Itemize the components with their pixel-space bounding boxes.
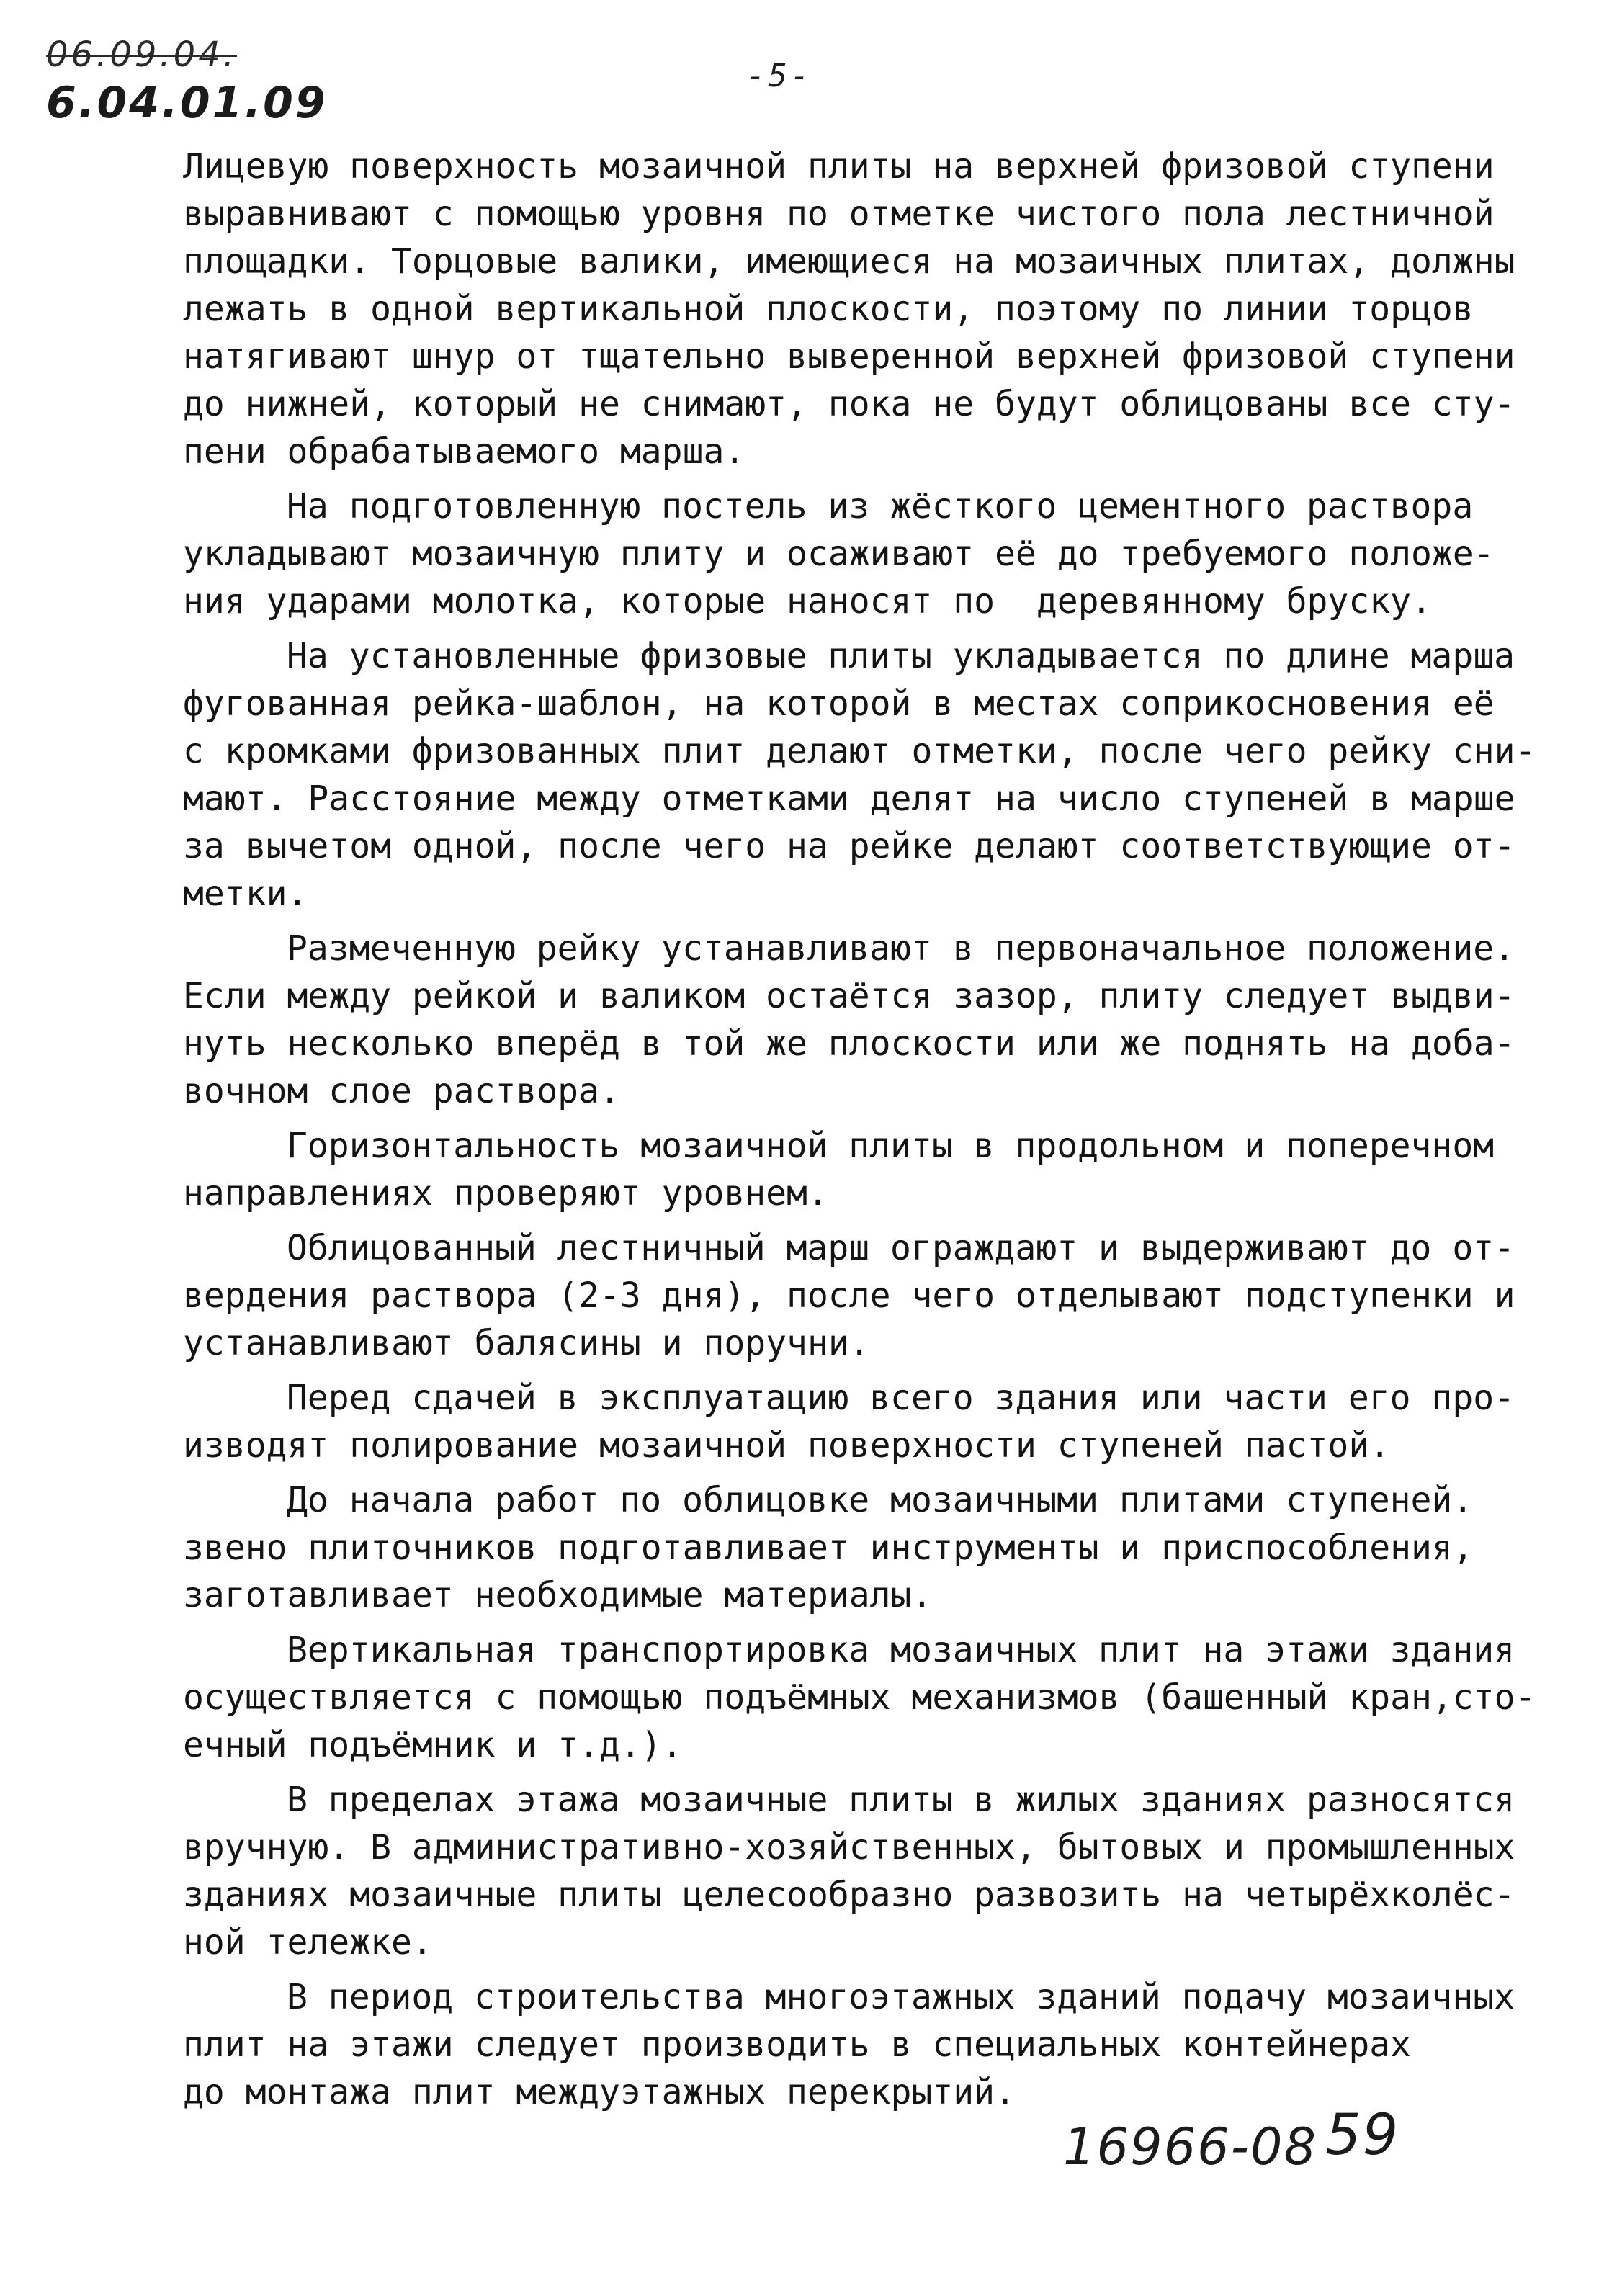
text-line: Размеченную рейку устанавливают в первоначальное положение. xyxy=(287,928,1515,969)
text-line: звено плиточников подготавливает инструменты и приспособления, xyxy=(183,1528,1474,1568)
text-line: В пределах этажа мозаичные плиты в жилых зданиях разносятся xyxy=(287,1780,1515,1820)
text-line: направлениях проверяют уровнем. xyxy=(183,1173,828,1214)
text-line: заготавливает необходимые материалы. xyxy=(183,1575,933,1615)
archive-number: 16966-08 xyxy=(1063,2117,1318,2176)
text-line: до монтажа плит междуэтажных перекрытий. xyxy=(183,2072,1016,2112)
paragraph-gap xyxy=(183,1769,1479,1776)
text-line: зданиях мозаичные плиты целесообразно развозить на четырёхколёс- xyxy=(183,1875,1515,1915)
body-text xyxy=(183,143,1536,2116)
text-line: с кромками фризованных плит делают отметки, после чего рейку сни- xyxy=(183,731,1536,771)
text-line: нуть несколько вперёд в той же плоскости или же поднять на доба- xyxy=(183,1023,1515,1064)
text-line: метки. xyxy=(183,874,308,914)
paragraph-gap xyxy=(183,918,1479,925)
text-line: Горизонтальность мозаичной плиты в продольном и поперечном xyxy=(287,1126,1495,1166)
text-line: В период строительства многоэтажных зданий подачу мозаичных xyxy=(287,1977,1515,2017)
text-line: Перед сдачей в эксплуатацию всего здания или части его про- xyxy=(287,1378,1515,1418)
text-line: площадки. Торцовые валики, имеющиеся на мозаичных плитах, должны xyxy=(183,241,1515,282)
text-line: вручную. В административно-хозяйственных, бытовых и промышленных xyxy=(183,1827,1515,1867)
paragraph-gap xyxy=(183,1367,1479,1374)
document-code: 6.04.01.09 xyxy=(46,78,328,128)
paragraph-gap xyxy=(183,475,1479,483)
text-line: лежать в одной вертикальной плоскости, поэтому по линии торцов xyxy=(183,289,1474,329)
text-line: натягивают шнур от тщательно выверенной верхней фризовой ступени xyxy=(183,336,1515,377)
text-line: осуществляется с помощью подъёмных механизмов (башенный кран,сто- xyxy=(183,1677,1536,1718)
text-line: фугованная рейка-шаблон, на которой в местах соприкосновения её xyxy=(183,683,1495,724)
text-line: за вычетом одной, после чего на рейке делают соответствующие от- xyxy=(183,826,1515,866)
text-line: На установленные фризовые плиты укладывается по длине марша xyxy=(287,636,1515,676)
text-line: Лицевую поверхность мозаичной плиты на верхней фризовой ступени xyxy=(183,146,1495,187)
text-line: ной тележке. xyxy=(183,1922,433,1963)
text-line: выравнивают с помощью уровня по отметке чистого пола лестничной xyxy=(183,194,1495,234)
text-line: изводят полирование мозаичной поверхности ступеней пастой. xyxy=(183,1425,1391,1466)
paragraph-gap xyxy=(183,1217,1479,1224)
text-line: устанавливают балясины и поручни. xyxy=(183,1323,870,1363)
paragraph-gap xyxy=(183,1469,1479,1476)
text-line: плит на этажи следует производить в специальных контейнерах xyxy=(183,2024,1412,2065)
text-line: до нижней, который не снимают, пока не будут облицованы все сту- xyxy=(183,384,1515,424)
text-line: На подготовленную постель из жёсткого цементного раствора xyxy=(287,486,1474,526)
paragraph-gap xyxy=(183,625,1479,632)
text-line: мают. Расстояние между отметками делят на число ступеней в марше xyxy=(183,779,1515,819)
text-line: вердения раствора (2-3 дня), после чего отделывают подступенки и xyxy=(183,1275,1515,1316)
paragraph-gap xyxy=(183,1115,1479,1122)
text-line: Если между рейкой и валиком остаётся зазор, плиту следует выдви- xyxy=(183,976,1515,1016)
sheet-number: 59 xyxy=(1325,2103,1400,2168)
text-line: ния ударами молотка, которые наносят по деревянному бруску. xyxy=(183,581,1432,622)
text-line: Вертикальная транспортировка мозаичных плит на этажи здания xyxy=(287,1630,1515,1670)
text-line: ечный подъёмник и т.д.). xyxy=(183,1725,683,1765)
document-code-crossed-out: 06.09.04. xyxy=(46,35,238,75)
text-line: Облицованный лестничный марш ограждают и выдерживают до от- xyxy=(287,1228,1515,1268)
page-number: -5- xyxy=(746,58,812,94)
paragraph-gap xyxy=(183,1966,1479,1973)
paragraph-gap xyxy=(183,1619,1479,1626)
text-line: вочном слое раствора. xyxy=(183,1071,620,1111)
text-line: укладывают мозаичную плиту и осаживают её до требуемого положе- xyxy=(183,534,1495,574)
text-line: пени обрабатываемого марша. xyxy=(183,431,745,472)
text-line: До начала работ по облицовке мозаичными плитами ступеней. xyxy=(287,1480,1474,1520)
